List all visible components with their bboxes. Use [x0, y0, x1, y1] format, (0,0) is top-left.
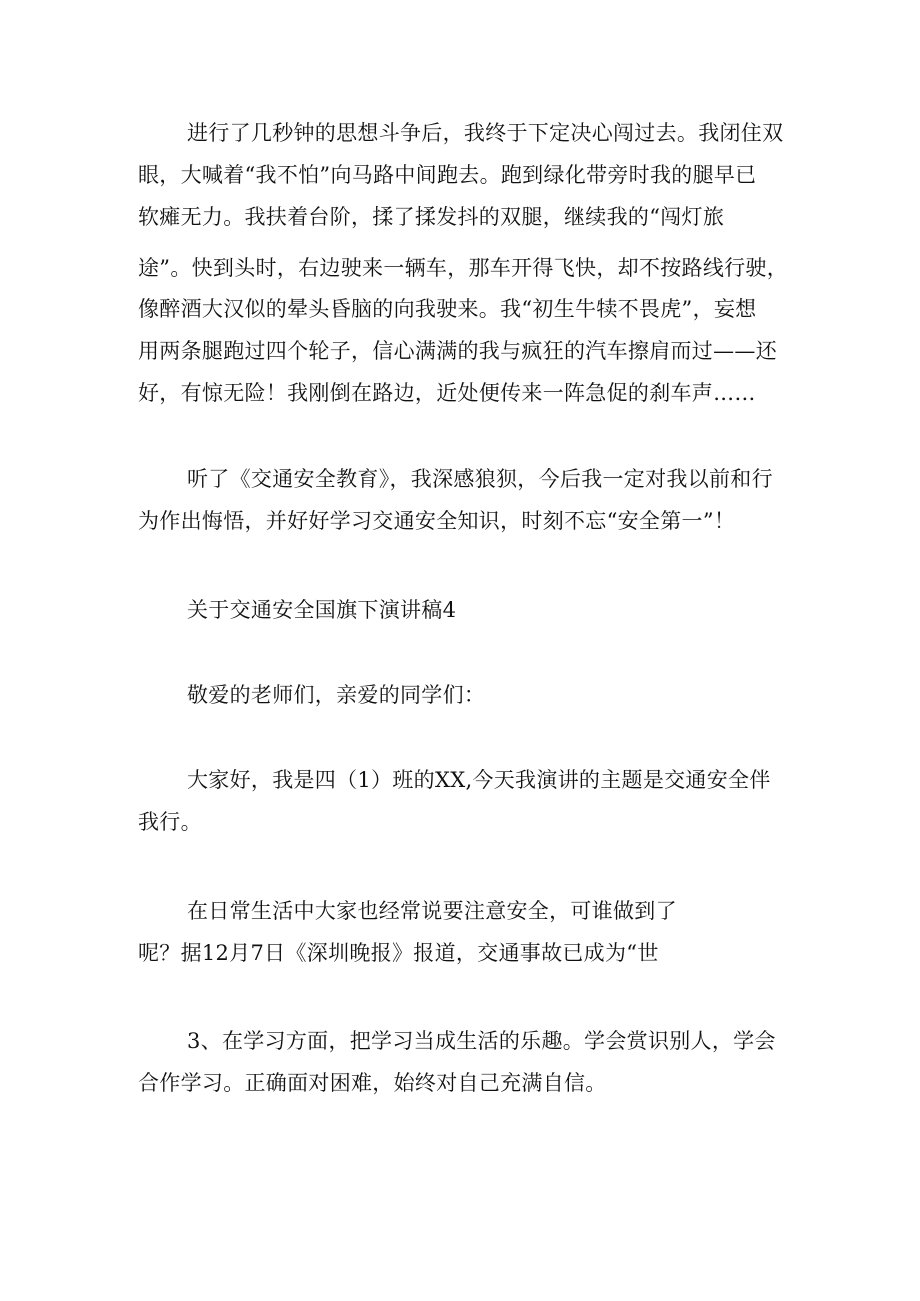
- text-line: 好，有惊无险！我刚倒在路边，近处便传来一阵急促的刹车声……: [138, 381, 756, 405]
- text-line: 用两条腿跑过四个轮子，信心满满的我与疯狂的汽车擦肩而过——还: [138, 339, 777, 363]
- text-line: 进行了几秒钟的思想斗争后，我终于下定决心闯过去。我闭住双: [187, 121, 784, 145]
- text-line: 3、在学习方面，把学习当成生活的乐趣。学会赏识别人，学会: [187, 1029, 776, 1053]
- text-line: 在日常生活中大家也经常说要注意安全，可谁做到了: [187, 899, 677, 923]
- text-line: 听了《交通安全教育》，我深感狼狈，今后我一定对我以前和行: [187, 467, 773, 491]
- text-line: 途”。快到头时，右边驶来一辆车，那车开得飞快，却不按路线行驶，: [138, 256, 789, 280]
- text-line: 大家好，我是四（1）班的XX,今天我演讲的主题是交通安全伴: [187, 768, 771, 792]
- greeting: 敬爱的老师们，亲爱的同学们：: [187, 683, 486, 707]
- text-line: 我行。: [138, 810, 202, 834]
- section-heading: 关于交通安全国旗下演讲稿4: [187, 598, 457, 622]
- text-line: 像醉酒大汉似的晕头昏脑的向我驶来。我“初生牛犊不畏虎”，妄想: [138, 297, 757, 321]
- text-line: 为作出悔悟，并好好学习交通安全知识，时刻不忘“安全第一”！: [138, 509, 736, 533]
- text-line: 呢？据12月7日《深圳晚报》报道，交通事故已成为“世: [138, 941, 659, 965]
- text-line: 合作学习。正确面对困难，始终对自己充满自信。: [138, 1071, 607, 1095]
- text-line: 眼，大喊着“我不怕”向马路中间跑去。跑到绿化带旁时我的腿早已: [138, 163, 757, 187]
- text-line: 软瘫无力。我扶着台阶，揉了揉发抖的双腿，继续我的“闯灯旅: [138, 205, 725, 229]
